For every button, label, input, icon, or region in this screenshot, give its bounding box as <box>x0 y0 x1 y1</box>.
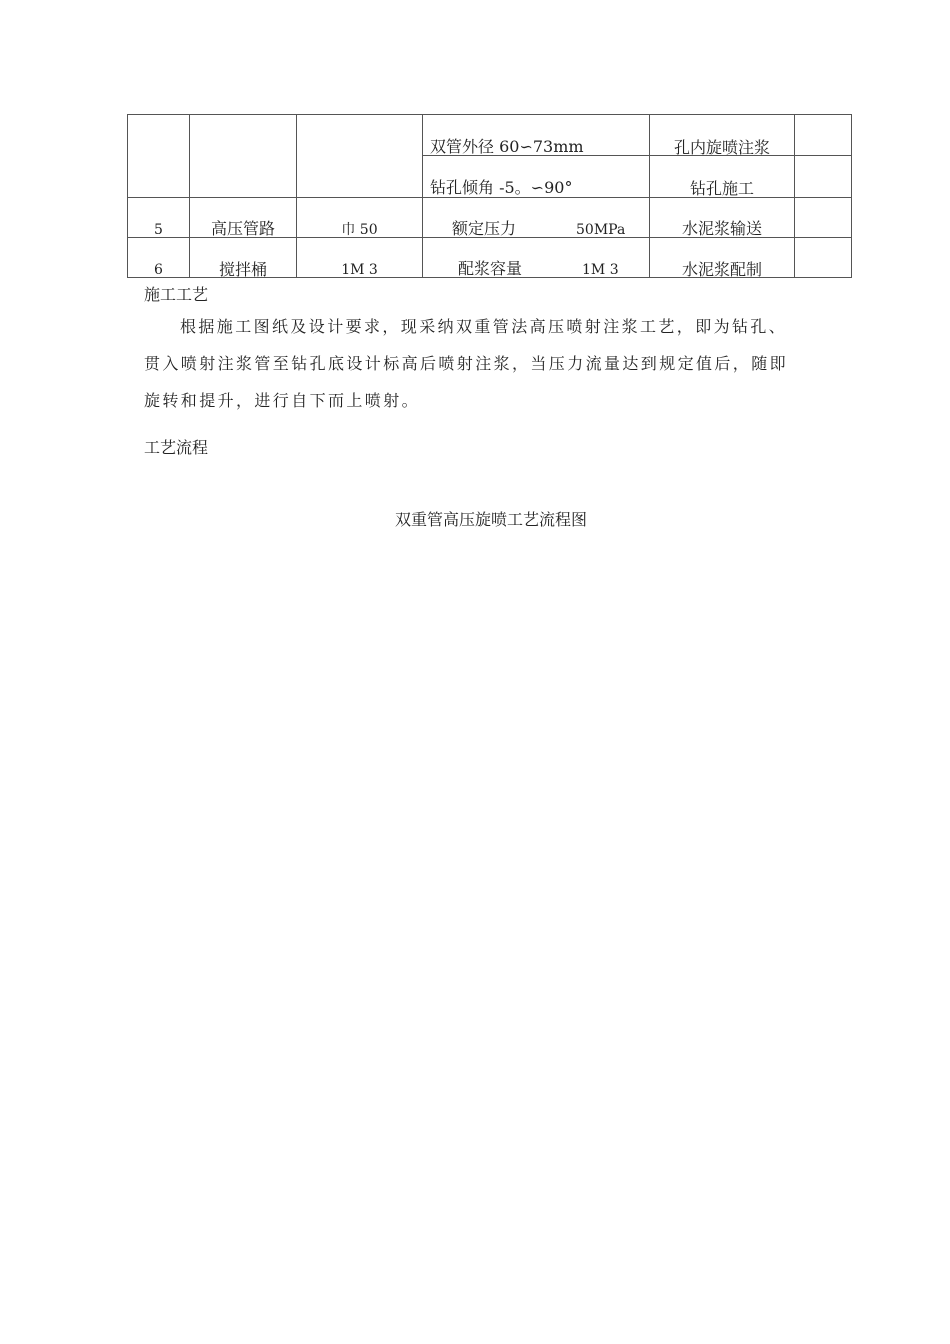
table-cell-spec: 钻孔倾角 -5。∽90° <box>430 178 573 197</box>
table-cell-no: 5 <box>154 222 163 238</box>
paragraph-line: 根据施工图纸及设计要求，现采纳双重管法高压喷射注浆工艺，即为钻孔、 <box>180 317 788 336</box>
section-heading: 施工工艺 <box>144 285 209 304</box>
figure-caption: 双重管高压旋喷工艺流程图 <box>394 510 587 529</box>
table-cell-name: 高压管路 <box>210 219 275 238</box>
paragraph-line: 贯入喷射注浆管至钻孔底设计标高后喷射注浆，当压力流量达到规定值后，随即 <box>144 354 789 373</box>
table-cell-param: 额定压力 <box>452 219 517 238</box>
section-heading: 工艺流程 <box>144 438 209 457</box>
table-cell-spec: 双管外径 60∽73mm <box>430 137 584 156</box>
table-cell-use: 水泥浆配制 <box>681 260 762 279</box>
table-cell-value: 50MPa <box>576 222 626 238</box>
equipment-table <box>127 114 852 278</box>
table-cell-no: 6 <box>154 262 163 278</box>
table-cell-param: 配浆容量 <box>458 259 523 278</box>
table-col-divider <box>296 114 297 278</box>
table-cell-name: 搅拌桶 <box>218 260 267 279</box>
table-border-right <box>851 114 852 278</box>
table-border-top <box>127 114 852 115</box>
process-paragraph <box>144 308 850 419</box>
table-col-divider <box>189 114 190 278</box>
table-cell-use: 水泥浆输送 <box>681 219 762 238</box>
table-cell-use: 钻孔施工 <box>689 179 754 198</box>
table-cell-value: 1M 3 <box>582 262 619 278</box>
table-cell-model: 1M 3 <box>341 262 378 278</box>
table-col-divider <box>422 114 423 278</box>
table-border-left <box>127 114 128 278</box>
paragraph-line: 旋转和提升，进行自下而上喷射。 <box>144 391 421 410</box>
table-cell-model: 巾 50 <box>341 222 378 238</box>
table-cell-use: 孔内旋喷注浆 <box>673 138 770 157</box>
